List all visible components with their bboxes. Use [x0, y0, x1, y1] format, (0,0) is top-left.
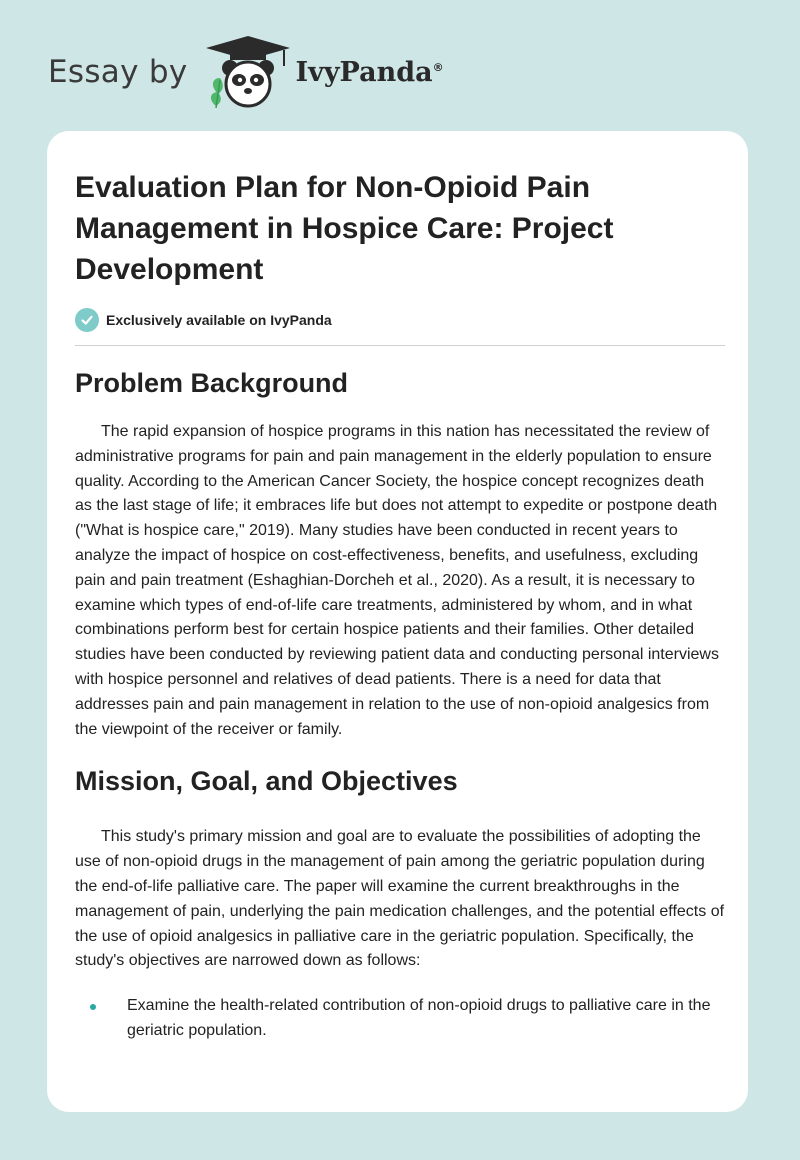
essay-by-label: Essay by — [48, 54, 188, 90]
objectives-list — [75, 994, 725, 1044]
brand-name[interactable]: IvyPanda® — [295, 56, 444, 88]
list-item — [75, 994, 725, 1044]
exclusive-badge — [75, 307, 725, 333]
panda-logo-icon[interactable] — [204, 34, 292, 110]
section-heading-mission-goals: Mission, Goal, and Objectives — [75, 766, 458, 797]
paragraph-mission-goals: This study's primary mission and goal are to evaluate the possibilities of adopting the use of non-opioid drugs in the management of pain among the geriatric population during the end-of-life palliative care. The paper will examine the current breakthroughs in the management of pain, underlying the pain medication challenges, and the potential effects of the use of opioid analgesics in palliative care in the geriatric population. Specifically, the study's objectives are narrowed down as follows: — [75, 828, 725, 970]
paragraph-problem-background: The rapid expansion of hospice programs in this nation has necessitated the review of administrative programs for pain and pain management in the elderly population to ensure quality. According to the American Cancer Society, the hospice concept recognizes death as the last stage of life; it embraces life but does not attempt to expedite or postpone death ("What is hospice care," 2019). Many studies have been conducted in recent years to analyze the impact of hospice on cost-effectiveness, benefits, and usefulness, excluding pain and pain treatment (Eshaghian-Dorcheh et al., 2020). As a result, it is necessary to examine which types of end-of-life care treatments, administered by whom, and in what combinations perform best for certain hospice patients and their families. Other detailed studies have been conducted by reviewing patient data and conducting personal interviews with hospice personnel and relatives of dead patients. There is a need for data that addresses pain and pain management in relation to the use of non-opioid analgesics from the viewpoint of the receiver or family. — [75, 423, 719, 738]
section-heading-problem-background: Problem Background — [75, 368, 349, 398]
article-content — [75, 167, 725, 1044]
article-card — [47, 131, 748, 1112]
registered-mark: ® — [432, 60, 444, 74]
bullet-dot-icon — [90, 1004, 96, 1010]
site-header — [48, 34, 444, 110]
article-title: Evaluation Plan for Non-Opioid Pain Management in Hospice Care: Project Development — [75, 171, 614, 286]
title-divider — [75, 345, 725, 346]
list-item-text: Examine the health-related contribution of non-opioid drugs to palliative care in the geriatric population. — [127, 997, 711, 1039]
check-icon — [75, 308, 99, 332]
exclusive-badge-text: Exclusively available on IvyPanda — [106, 312, 332, 328]
